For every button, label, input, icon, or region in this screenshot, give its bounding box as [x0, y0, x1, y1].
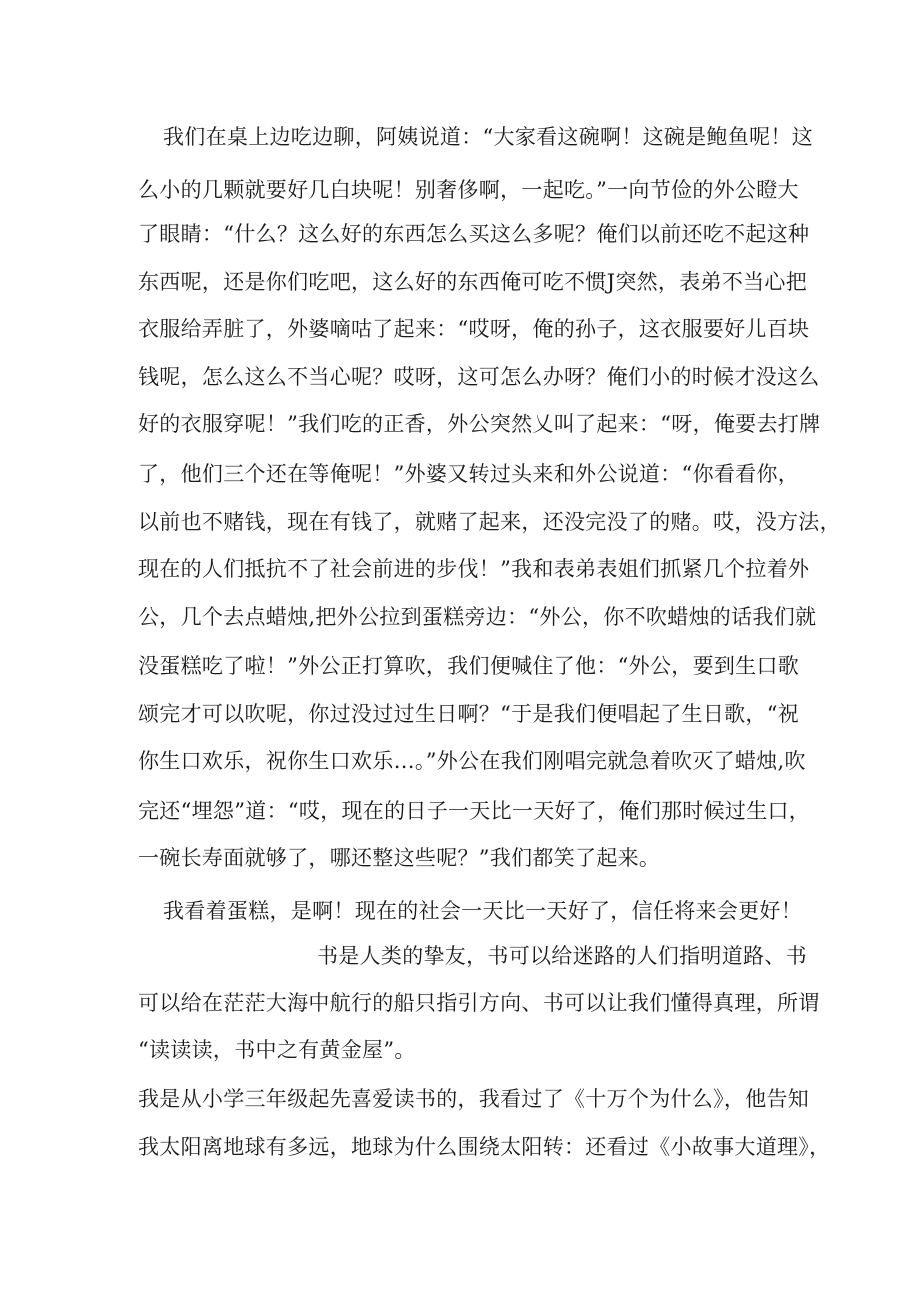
text-line-21: 我是从小学三年级起先喜爱读书的，我看过了《十万个为什么》，他告知 — [138, 1087, 810, 1111]
text-line-22: 我太阳离地球有多远，地球为什么围绕太阳转：还看过《小故事大道理》， — [138, 1135, 831, 1159]
text-line-19: 可以给在茫茫大海中航行的船只指引方向、书可以让我们懂得真理，所谓 — [138, 991, 820, 1015]
text-line-13: 颂完才可以吹呢，你过没过过生日啊？“于是我们便唱起了生日歌，“祝 — [138, 702, 800, 726]
text-line-11: 公，几个去点蜡烛,把外公拉到蛋糕旁边：“外公，你不吹蜡烛的话我们就 — [138, 605, 817, 629]
text-line-14: 你生口欢乐，祝你生口欢乐…。”外公在我们刚唱完就急着吹灭了蜡烛,吹 — [138, 749, 806, 773]
text-line-12: 没蛋糕吃了啦！”外公正打算吹，我们便喊住了他：“外公，要到生口歌 — [138, 654, 800, 678]
text-line-16: 一碗长寿面就够了，哪还整这些呢？”我们都笑了起来。 — [138, 846, 661, 870]
text-line-18: 书是人类的挚友，书可以给迷路的人们指明道路、书 — [317, 944, 807, 968]
text-line-4: 东西呢，还是你们吃吧，这么好的东西俺可吃不惯J突然，表弟不当心把 — [138, 270, 808, 294]
text-line-15: 完还“埋怨”道：“哎，现在的日子一天比一天好了，俺们那时候过生口， — [138, 799, 811, 823]
text-line-10: 现在的人们抵抗不了社会前进的步伐！”我和表弟表姐们抓紧几个拉着外 — [138, 557, 810, 581]
text-line-9: 以前也不赌钱，现在有钱了，就赌了起来，还没完没了的赌。哎，没方法， — [138, 510, 841, 534]
text-line-8: 了，他们三个还在等俺呢！”外婆又转过头来和外公说道：“你看看你， — [138, 462, 800, 486]
text-line-5: 衣服给弄脏了，外婆嘀咕了起来：“哎呀，俺的孙子，这衣服要好儿百块 — [138, 317, 810, 341]
text-line-1: 我们在桌上边吃边聊，阿姨说道：“大家看这碗啊！这碗是鲍鱼呢！这 — [163, 125, 814, 149]
text-line-7: 好的衣服穿呢！”我们吃的正香，外公突然乂叫了起来：“呀，俺要去打牌 — [138, 412, 821, 436]
text-line-2: 么小的几颗就要好几白块呢！别奢侈啊，一起吃。”一向节俭的外公瞪大 — [138, 178, 799, 202]
text-line-20: “读读读，书中之有黄金屋”。 — [138, 1038, 416, 1062]
text-line-6: 钱呢，怎么这么不当心呢？哎呀，这可怎么办呀？俺们小的时候才没这么 — [138, 365, 820, 389]
text-line-3: 了眼睛：“什么？这么好的东西怎么买这么多呢？俺们以前还吃不起这种 — [138, 222, 810, 246]
text-line-17: 我看着蛋糕，是啊！现在的社会一天比一天好了，信任将来会更好！ — [163, 899, 802, 923]
